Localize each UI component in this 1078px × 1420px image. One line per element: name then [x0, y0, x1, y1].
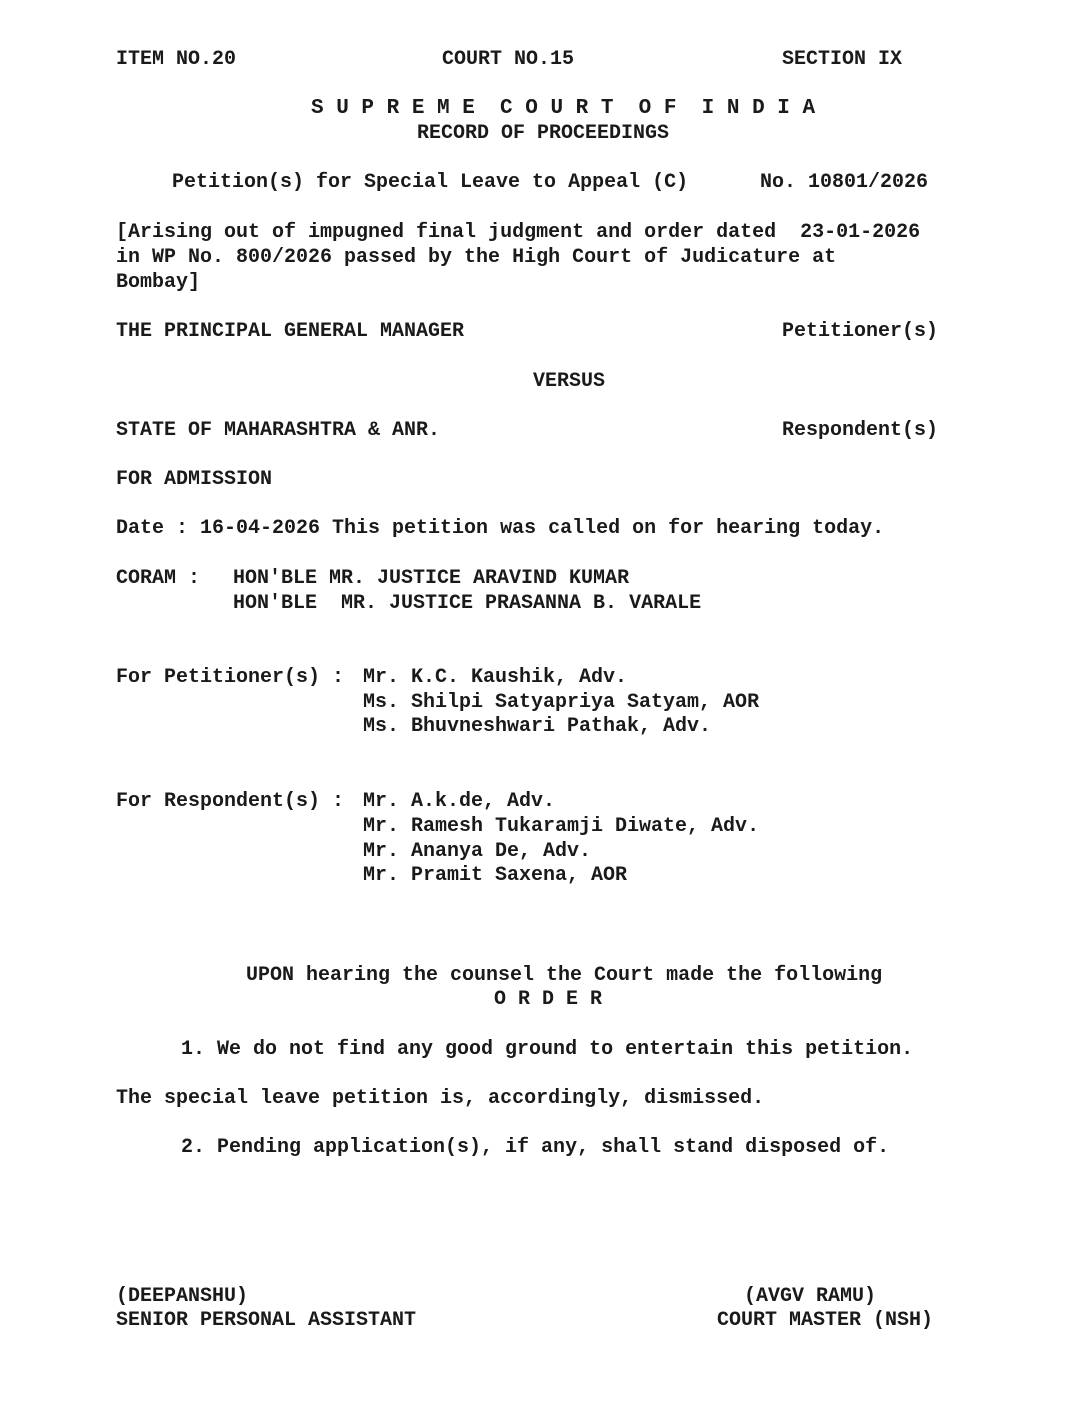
order-paragraph-1: 1. We do not find any good ground to entertain this petition. — [181, 1038, 914, 1061]
item-number: ITEM NO.20 — [116, 48, 237, 71]
respondent-role: Respondent(s) — [782, 419, 939, 442]
judge-name: HON'BLE MR. JUSTICE PRASANNA B. VARALE — [233, 592, 702, 615]
counsel-name: Mr. Ramesh Tukaramji Diwate, Adv. — [363, 815, 760, 838]
arising-line: [Arising out of impugned final judgment and order dated 23-01-2026 — [116, 221, 921, 244]
respondent-name: STATE OF MAHARASHTRA & ANR. — [116, 419, 441, 442]
versus-label: VERSUS — [533, 370, 606, 393]
hearing-date-line: Date : 16-04-2026 This petition was called on for hearing today. — [116, 517, 885, 540]
petitioner-counsel-label: For Petitioner(s) : — [116, 666, 345, 689]
signatory-name: (AVGV RAMU) — [744, 1285, 877, 1308]
order-paragraph-2: 2. Pending application(s), if any, shall stand disposed of. — [181, 1136, 890, 1159]
section-label: SECTION IX — [782, 48, 903, 71]
listing-purpose: FOR ADMISSION — [116, 468, 273, 491]
court-name-heading: S U P R E M E C O U R T O F I N D I A — [311, 97, 816, 120]
petitioner-name: THE PRINCIPAL GENERAL MANAGER — [116, 320, 465, 343]
order-paragraph-1-continued: The special leave petition is, accordingly, dismissed. — [116, 1087, 765, 1110]
petitioner-role: Petitioner(s) — [782, 320, 939, 343]
order-heading: O R D E R — [494, 988, 603, 1011]
coram-label: CORAM : — [116, 567, 201, 590]
judge-name: HON'BLE MR. JUSTICE ARAVIND KUMAR — [233, 567, 630, 590]
counsel-name: Mr. K.C. Kaushik, Adv. — [363, 666, 628, 689]
record-of-proceedings-heading: RECORD OF PROCEEDINGS — [417, 122, 670, 145]
counsel-name: Mr. Pramit Saxena, AOR — [363, 864, 628, 887]
court-number: COURT NO.15 — [442, 48, 575, 71]
counsel-name: Mr. A.k.de, Adv. — [363, 790, 556, 813]
petition-number: No. 10801/2026 — [760, 171, 929, 194]
signatory-title: SENIOR PERSONAL ASSISTANT — [116, 1309, 417, 1332]
signatory-name: (DEEPANSHU) — [116, 1285, 249, 1308]
counsel-name: Ms. Bhuvneshwari Pathak, Adv. — [363, 715, 712, 738]
respondent-counsel-label: For Respondent(s) : — [116, 790, 345, 813]
order-preamble: UPON hearing the counsel the Court made the following — [246, 964, 883, 987]
petition-type: Petition(s) for Special Leave to Appeal (C) — [172, 171, 689, 194]
arising-line: in WP No. 800/2026 passed by the High Court of Judicature at — [116, 246, 837, 269]
counsel-name: Mr. Ananya De, Adv. — [363, 840, 592, 863]
counsel-name: Ms. Shilpi Satyapriya Satyam, AOR — [363, 691, 760, 714]
signatory-title: COURT MASTER (NSH) — [717, 1309, 934, 1332]
arising-line: Bombay] — [116, 271, 201, 294]
